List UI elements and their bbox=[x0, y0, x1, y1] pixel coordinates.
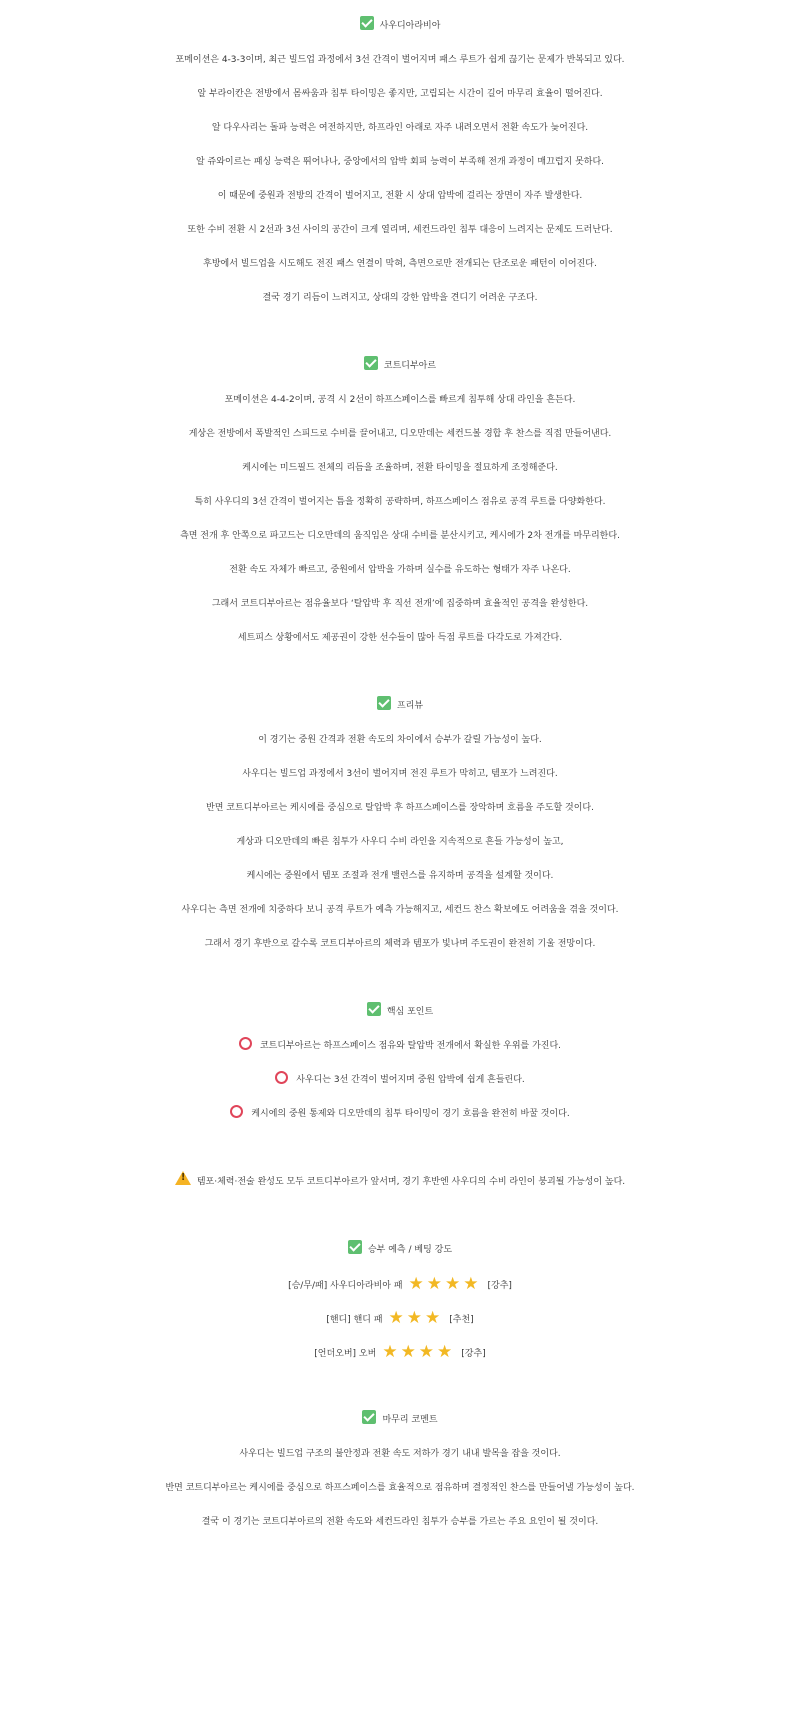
check-mark-icon bbox=[348, 1240, 362, 1254]
key-point-item: 케시에의 중원 통제와 디오만데의 침투 타이밍이 경기 흐름을 완전히 바꿀 것이다. bbox=[0, 1101, 800, 1127]
paragraph-line: 결국 이 경기는 코트디부아르의 전환 속도와 세컨드라인 침투가 승부를 가르는 주요 요인이 될 것이다. bbox=[201, 1517, 599, 1527]
paragraph-line: 특히 사우디의 3선 간격이 벌어지는 틈을 정확히 공략하며, 하프스페이스 점유로 공격 루트를 다양화한다. bbox=[194, 497, 606, 507]
star-rating-icon: ★★★★ bbox=[408, 1274, 482, 1294]
paragraph-line: 포메이션은 4-3-3이며, 최근 빌드업 과정에서 3선 간격이 벌어지며 패스 루트가 쉽게 끊기는 문제가 반복되고 있다. bbox=[175, 55, 625, 65]
section-heading-betting: 승부 예측 / 베팅 강도 bbox=[0, 1237, 800, 1263]
betting-pick bbox=[0, 1339, 800, 1365]
paragraph-line: 이 때문에 중원과 전방의 간격이 벌어지고, 전환 시 상대 압박에 걸리는 장면이 자주 발생한다. bbox=[217, 191, 583, 201]
betting-pick bbox=[0, 1305, 800, 1331]
paragraph-line: 결국 경기 리듬이 느려지고, 상대의 강한 압박을 견디기 어려운 구조다. bbox=[262, 293, 538, 303]
red-circle-icon bbox=[239, 1037, 252, 1050]
paragraph-line: 그래서 코트디부아르는 점유율보다 ‘탈압박 후 직선 전개’에 집중하며 효율적인 공격을 완성한다. bbox=[211, 599, 589, 609]
check-mark-icon bbox=[360, 16, 374, 30]
section-heading-key-points: 핵심 포인트 bbox=[0, 999, 800, 1025]
check-mark-icon bbox=[364, 356, 378, 370]
paragraph-line: 사우디는 빌드업 구조의 불안정과 전환 속도 저하가 경기 내내 발목을 잡을 것이다. bbox=[239, 1449, 561, 1459]
paragraph-line: 세트피스 상황에서도 제공권이 강한 선수들이 많아 득점 루트를 다각도로 가져간다. bbox=[237, 633, 563, 643]
pick-grade: [강추] bbox=[461, 1349, 486, 1359]
paragraph-line: 후방에서 빌드업을 시도해도 전진 패스 연결이 막혀, 측면으로만 전개되는 단조로운 패턴이 이어진다. bbox=[203, 259, 597, 269]
pick-label: [승/무/패] 사우디아라비아 패 bbox=[288, 1281, 403, 1291]
section-heading-saudi: 사우디아라비아 bbox=[0, 13, 800, 39]
paragraph-line: 그래서 경기 후반으로 갈수록 코트디부아르의 체력과 템포가 빛나며 주도권이 완전히 기울 전망이다. bbox=[204, 939, 596, 949]
paragraph-line: 케시에는 미드필드 전체의 리듬을 조율하며, 전환 타이밍을 절묘하게 조정해준다. bbox=[242, 463, 558, 473]
section-heading-preview: 프리뷰 bbox=[0, 693, 800, 719]
section-heading-ivory-coast: 코트디부아르 bbox=[0, 353, 800, 379]
pick-grade: [추천] bbox=[449, 1315, 474, 1325]
check-mark-icon bbox=[377, 696, 391, 710]
paragraph-line: 측면 전개 후 안쪽으로 파고드는 디오만데의 움직임은 상대 수비를 분산시키고, 케시에가 2차 전개를 마무리한다. bbox=[180, 531, 620, 541]
key-point-item: 사우디는 3선 간격이 벌어지며 중원 압박에 쉽게 흔들린다. bbox=[0, 1067, 800, 1093]
paragraph-line: 반면 코트디부아르는 케시에를 중심으로 하프스페이스를 효율적으로 점유하며 결정적인 찬스를 만들어낼 가능성이 높다. bbox=[165, 1483, 635, 1493]
paragraph-line: 사우디는 측면 전개에 치중하다 보니 공격 루트가 예측 가능해지고, 세컨드 찬스 확보에도 어려움을 겪을 것이다. bbox=[181, 905, 619, 915]
pick-label: [언더오버] 오버 bbox=[314, 1349, 377, 1359]
star-rating-icon: ★★★★ bbox=[382, 1342, 456, 1362]
paragraph-line: 이 경기는 중원 간격과 전환 속도의 차이에서 승부가 갈릴 가능성이 높다. bbox=[258, 735, 542, 745]
paragraph-line: 사우디는 빌드업 과정에서 3선이 벌어지며 전진 루트가 막히고, 템포가 느려진다. bbox=[242, 769, 558, 779]
section-heading-closing: 마무리 코멘트 bbox=[0, 1407, 800, 1433]
paragraph-line: 알 부라이칸은 전방에서 몸싸움과 침투 타이밍은 좋지만, 고립되는 시간이 길어 마무리 효율이 떨어진다. bbox=[197, 89, 603, 99]
paragraph-line: 게상과 디오만데의 빠른 침투가 사우디 수비 라인을 지속적으로 흔들 가능성이 높고, bbox=[236, 837, 564, 847]
warning-line: !템포·체력·전술 완성도 모두 코트디부아르가 앞서며, 경기 후반엔 사우디의 수비 라인이 붕괴될 가능성이 높다. bbox=[0, 1169, 800, 1195]
paragraph-line: 게상은 전방에서 폭발적인 스피드로 수비를 끌어내고, 디오만데는 세컨드볼 경합 후 찬스를 직접 만들어낸다. bbox=[188, 429, 612, 439]
star-rating-icon: ★★★ bbox=[388, 1308, 444, 1328]
pick-grade: [강추] bbox=[487, 1281, 512, 1291]
paragraph-line: 반면 코트디부아르는 케시에를 중심으로 탈압박 후 하프스페이스를 장악하며 흐름을 주도할 것이다. bbox=[206, 803, 594, 813]
red-circle-icon bbox=[230, 1105, 243, 1118]
paragraph-line: 알 쥬와이르는 패싱 능력은 뛰어나나, 중앙에서의 압박 회피 능력이 부족해 전개 과정이 매끄럽지 못하다. bbox=[195, 157, 605, 167]
paragraph-line: 또한 수비 전환 시 2선과 3선 사이의 공간이 크게 열리며, 세컨드라인 침투 대응이 느려지는 문제도 드러난다. bbox=[187, 225, 613, 235]
betting-pick bbox=[0, 1271, 800, 1297]
check-mark-icon bbox=[362, 1410, 376, 1424]
paragraph-line: 포메이션은 4-4-2이며, 공격 시 2선이 하프스페이스를 빠르게 침투해 상대 라인을 흔든다. bbox=[224, 395, 576, 405]
check-mark-icon bbox=[367, 1002, 381, 1016]
paragraph-line: 알 다우사리는 돌파 능력은 여전하지만, 하프라인 아래로 자주 내려오면서 전환 속도가 늦어진다. bbox=[211, 123, 589, 133]
warning-icon bbox=[175, 1171, 191, 1185]
paragraph-line: 전환 속도 자체가 빠르고, 중원에서 압박을 가하며 실수를 유도하는 형태가 자주 나온다. bbox=[229, 565, 571, 575]
red-circle-icon bbox=[275, 1071, 288, 1084]
paragraph-line: 케시에는 중원에서 템포 조절과 전개 밸런스를 유지하며 공격을 설계할 것이다. bbox=[246, 871, 554, 881]
key-point-item: 코트디부아르는 하프스페이스 점유와 탈압박 전개에서 확실한 우위를 가진다. bbox=[0, 1033, 800, 1059]
pick-label: [핸디] 핸디 패 bbox=[326, 1315, 383, 1325]
